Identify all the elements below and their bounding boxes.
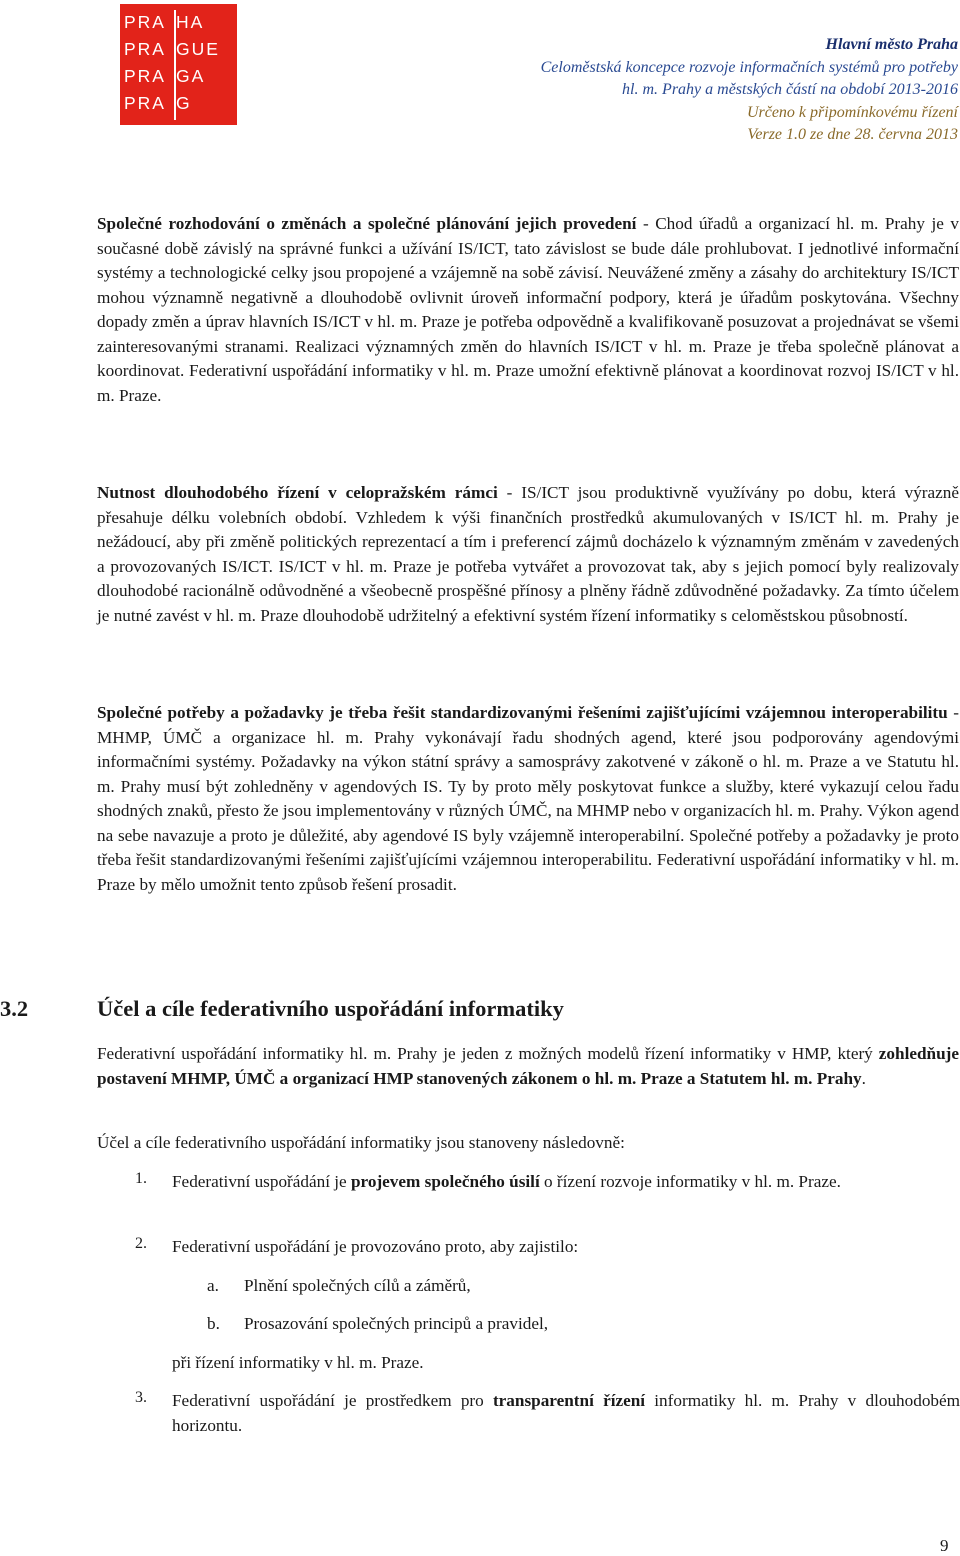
header-document-subtitle: hl. m. Prahy a městských částí na období 2013-2016 [622,81,958,99]
paragraph-lead: Společné rozhodování o změnách a společné plánování jejich provedení [97,214,637,233]
paragraph-text: - MHMP, ÚMČ a organizace hl. m. Prahy vykonávají řadu shodných agend, které jsou podporovány agendovými informačními systémy. Požadavky na výkon státní správy a samosprávy zakotvené v zákoně o hl. m. Praze a ve Statutu hl. m. Prahy musí být zohledněny v agendových IS. Ty by proto měly poskytovat funkce a služby, které vykazují celou řadu shodných znaků, přesto že jsou implementovány v různých ÚMČ, na MHMP nebo v organizacích hl. m. Prahy. Výkon agend na sebe navazuje a proto je důležité, aby agendové IS byly vzájemně interoperabilní. Společné potřeby a požadavky je proto třeba řešit standardizovanými řešeními zajišťujícími vzájemnou interoperabilitu. Federativní uspořádání informatiky v hl. m. Praze by mělo umožnit tento způsob řešení prosadit. [97,703,959,894]
logo-row: PRA G [124,93,192,113]
page-number: 9 [940,1536,949,1555]
logo-row: PRA GA [124,66,206,86]
logo-row: PRA HA [124,12,205,32]
list-continuation: při řízení informatiky v hl. m. Praze. [172,1353,424,1372]
paragraph-emphasis: zohledňuje postavení MHMP, ÚMČ a organizací HMP stanovených zákonem o hl. m. Praze a Statutem hl. m. Prahy [97,1044,959,1088]
header-organization: Hlavní město Praha [825,36,958,53]
paragraph-text: - IS/ICT jsou produktivně využívány po dobu, která výrazně přesahuje délku volebních období. Vzhledem k výši finančních prostředků akumulovaných v IS/ICT hl. m. Prahy je nežádoucí, aby při změně politických reprezentací a tím i preferencí zájmů docházelo k významným změnám v zavedených a provozovaných IS/ICT. IS/ICT v hl. m. Praze je potřeba vytvářet a provozovat tak, aby s jejich pomocí byly realizovaly dlouhodobé racionálně odůvodněné a všeobecně prospěšné přínosy a plněny řádně zdůvodněné požadavky. Za tímto účelem je nutné zavést v hl. m. Praze dlouhodobě udržitelný a efektivní systém řízení informatiky s celoměstskou působností. [97,483,959,625]
list-text: Federativní uspořádání je provozováno proto, aby zajistilo: [172,1237,579,1256]
paragraph [97,1042,959,1091]
section-number: 3.2 [0,996,29,1021]
paragraph-text: Federativní uspořádání informatiky hl. m. Prahy je jeden z možných modelů řízení informatiky v HMP, který [97,1044,879,1063]
section-title: Účel a cíle federativního uspořádání informatiky [97,996,564,1021]
logo-row: PRA GUE [124,39,220,59]
document-header [541,34,958,147]
paragraph-lead: Společné potřeby a požadavky je třeba řešit standardizovanými řešeními zajišťujícími vzájemnou interoperabilitu [97,703,948,722]
praha-logo [120,4,237,125]
paragraph [97,481,959,628]
header-version: Verze 1.0 ze dne 28. června 2013 [747,126,958,144]
paragraph-end: . [861,1068,866,1088]
list-number: 1. [135,1170,147,1187]
list-text: Federativní uspořádání je projevem společného úsilí o řízení rozvoje informatiky v hl. m. Praze. [172,1172,841,1191]
sublist-letter: b. [207,1314,220,1333]
sublist-text: Plnění společných cílů a záměrů, [244,1276,471,1295]
paragraph-lead: Nutnost dlouhodobého řízení v celopražském rámci [97,483,498,502]
sublist-letter: a. [207,1276,219,1295]
list-number: 2. [135,1235,147,1252]
list-text: Federativní uspořádání je prostředkem pro transparentní řízení informatiky hl. m. Prahy v dlouhodobém horizontu. [172,1391,960,1435]
sublist-text: Prosazování společných principů a pravidel, [244,1314,549,1333]
header-document-title: Celoměstská koncepce rozvoje informačních systémů pro potřeby [540,58,958,76]
paragraph [97,212,959,408]
header-status: Určeno k připomínkovému řízení [746,103,958,121]
paragraph [97,701,959,897]
list-number: 3. [135,1389,147,1406]
paragraph: Účel a cíle federativního uspořádání informatiky jsou stanoveny následovně: [97,1133,625,1152]
paragraph-text: - Chod úřadů a organizací hl. m. Prahy je v současné době závislý na správné funkci a užívání IS/ICT, tato závislost se bude dále prohlubovat. I jednotlivé informační systémy a technologické celky jsou propojené a vzájemně na sobě závisí. Neuvážené změny a zásahy do architektury IS/ICT mohou významně negativně a dlouhodobě ovlivnit úroveň informační podpory, která je úřadům poskytována. Všechny dopady změn a úprav hlavních IS/ICT v hl. m. Praze je potřeba odpovědně a kvalifikovaně posuzovat a projednávat se všemi zainteresovanými stranami. Realizaci významných změn do hlavních IS/ICT v hl. m. Praze je třeba společně plánovat a koordinovat. Federativní uspořádání informatiky v hl. m. Praze umožní efektivně plánovat a koordinovat rozvoj IS/ICT v hl. m. Praze. [97,214,959,405]
